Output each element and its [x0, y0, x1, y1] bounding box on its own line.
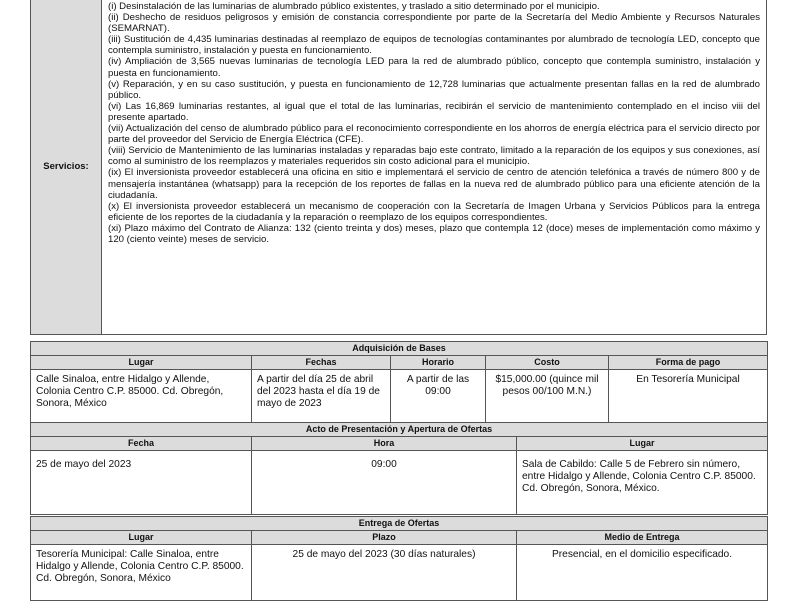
servicios-table	[30, 0, 767, 335]
column-header: Lugar	[517, 437, 768, 451]
fechas-cell: A partir del día 25 de abril del 2023 hasta el día 19 de mayo de 2023	[252, 370, 391, 424]
column-header: Forma de pago	[609, 356, 768, 370]
horario-cell: A partir de las 09:00	[391, 370, 486, 424]
list-item: (x) El inversionista proveedor establecerá un mecanismo de cooperación con la Secretaría de Imagen Urbana y Servicios Públicos para la entrega eficiente de los reportes de la ciudadanía y la reparación o reemplazo de los equipos correspondientes.	[108, 200, 760, 223]
costo-cell: $15,000.00 (quince mil pesos 00/100 M.N.)	[486, 370, 609, 424]
lugar-cell: Calle Sinaloa, entre Hidalgo y Allende, Colonia Centro C.P. 85000. Cd. Obregón, Sonora, México	[31, 370, 252, 424]
column-header: Plazo	[252, 531, 517, 545]
medio-cell: Presencial, en el domicilio especificado.	[517, 545, 768, 601]
lugar-cell: Sala de Cabildo: Calle 5 de Febrero sin número, entre Hidalgo y Allende, Colonia Centro C.P. 85000. Cd. Obregón, Sonora, México.	[517, 451, 768, 515]
acto-table	[30, 422, 768, 515]
column-header: Medio de Entrega	[517, 531, 768, 545]
list-item: (iii) Sustitución de 4,435 luminarias destinadas al reemplazo de equipos de tecnologías contaminantes por alumbrado de tecnología LED, concepto que contempla suministro, instalación y puesta en funcionamiento.	[108, 34, 760, 57]
list-item: (xi) Plazo máximo del Contrato de Alianza: 132 (ciento treinta y dos) meses, plazo que contempla 12 (doce) meses de implementación como máximo y 120 (ciento veinte) meses de servicio.	[108, 222, 760, 245]
adquisicion-table	[30, 341, 768, 424]
column-header: Lugar	[31, 356, 252, 370]
section-title: Acto de Presentación y Apertura de Ofertas	[31, 423, 768, 437]
plazo-cell: 25 de mayo del 2023 (30 días naturales)	[252, 545, 517, 601]
list-item: (vi) Las 16,869 luminarias restantes, al igual que el total de las luminarias, recibirán el servicio de mantenimiento contemplado en el inciso viii del presente apartado.	[108, 100, 760, 123]
column-header: Lugar	[31, 531, 252, 545]
column-header: Fecha	[31, 437, 252, 451]
section-title: Adquisición de Bases	[31, 342, 768, 356]
hora-cell: 09:00	[252, 451, 517, 515]
column-header: Fechas	[252, 356, 391, 370]
column-header: Horario	[391, 356, 486, 370]
list-item: (i) Desinstalación de las luminarias de alumbrado público existentes, y traslado a sitio determinado por el municipio.	[108, 1, 600, 12]
list-item: (ii) Deshecho de residuos peligrosos y emisión de constancia correspondiente por parte de la Secretaría del Medio Ambiente y Recursos Naturales (SEMARNAT).	[108, 12, 760, 35]
column-header: Hora	[252, 437, 517, 451]
lugar-cell: Tesorería Municipal: Calle Sinaloa, entre Hidalgo y Allende, Colonia Centro C.P. 85000. Cd. Obregón, Sonora, México	[31, 545, 252, 601]
entrega-table	[30, 516, 768, 601]
list-item: (v) Reparación, y en su caso sustitución, y puesta en funcionamiento de 12,728 luminarias que actualmente presentan fallas en la red de alumbrado público.	[108, 78, 760, 101]
section-title: Entrega de Ofertas	[31, 517, 768, 531]
servicios-list	[102, 0, 767, 335]
list-item: (ix) El inversionista proveedor establecerá una oficina en sitio e implementará el servicio de centro de atención telefónica a través de número 800 y de mensajería instantánea (whatsapp) para la recepción de los reportes de fallas en la nueva red de alumbrado público para una eficiente atención de la ciudadanía.	[108, 167, 760, 201]
fecha-cell: 25 de mayo del 2023	[31, 451, 252, 515]
list-item: (vii) Actualización del censo de alumbrado público para el reconocimiento correspondiente en los ahorros de energía eléctrica para el servicio directo por parte del proveedor del Servicio de Energía Eléctrica (CFE).	[108, 123, 760, 146]
list-item: (viii) Servicio de Mantenimiento de las luminarias instaladas y reparadas bajo este contrato, limitado a la reparación de los equipos y sus conexiones, así como al suministro de los reemplazos y materiales requeridos sin costo adicional para el municipio.	[108, 145, 760, 168]
document-frame	[30, 0, 767, 600]
list-item: (iv) Ampliación de 3,565 nuevas luminarias de tecnología LED para la red de alumbrado público, concepto que contempla suministro, instalación y puesta en funcionamiento.	[108, 56, 760, 79]
servicios-label: Servicios:	[31, 0, 102, 335]
forma-pago-cell: En Tesorería Municipal	[609, 370, 768, 424]
column-header: Costo	[486, 356, 609, 370]
